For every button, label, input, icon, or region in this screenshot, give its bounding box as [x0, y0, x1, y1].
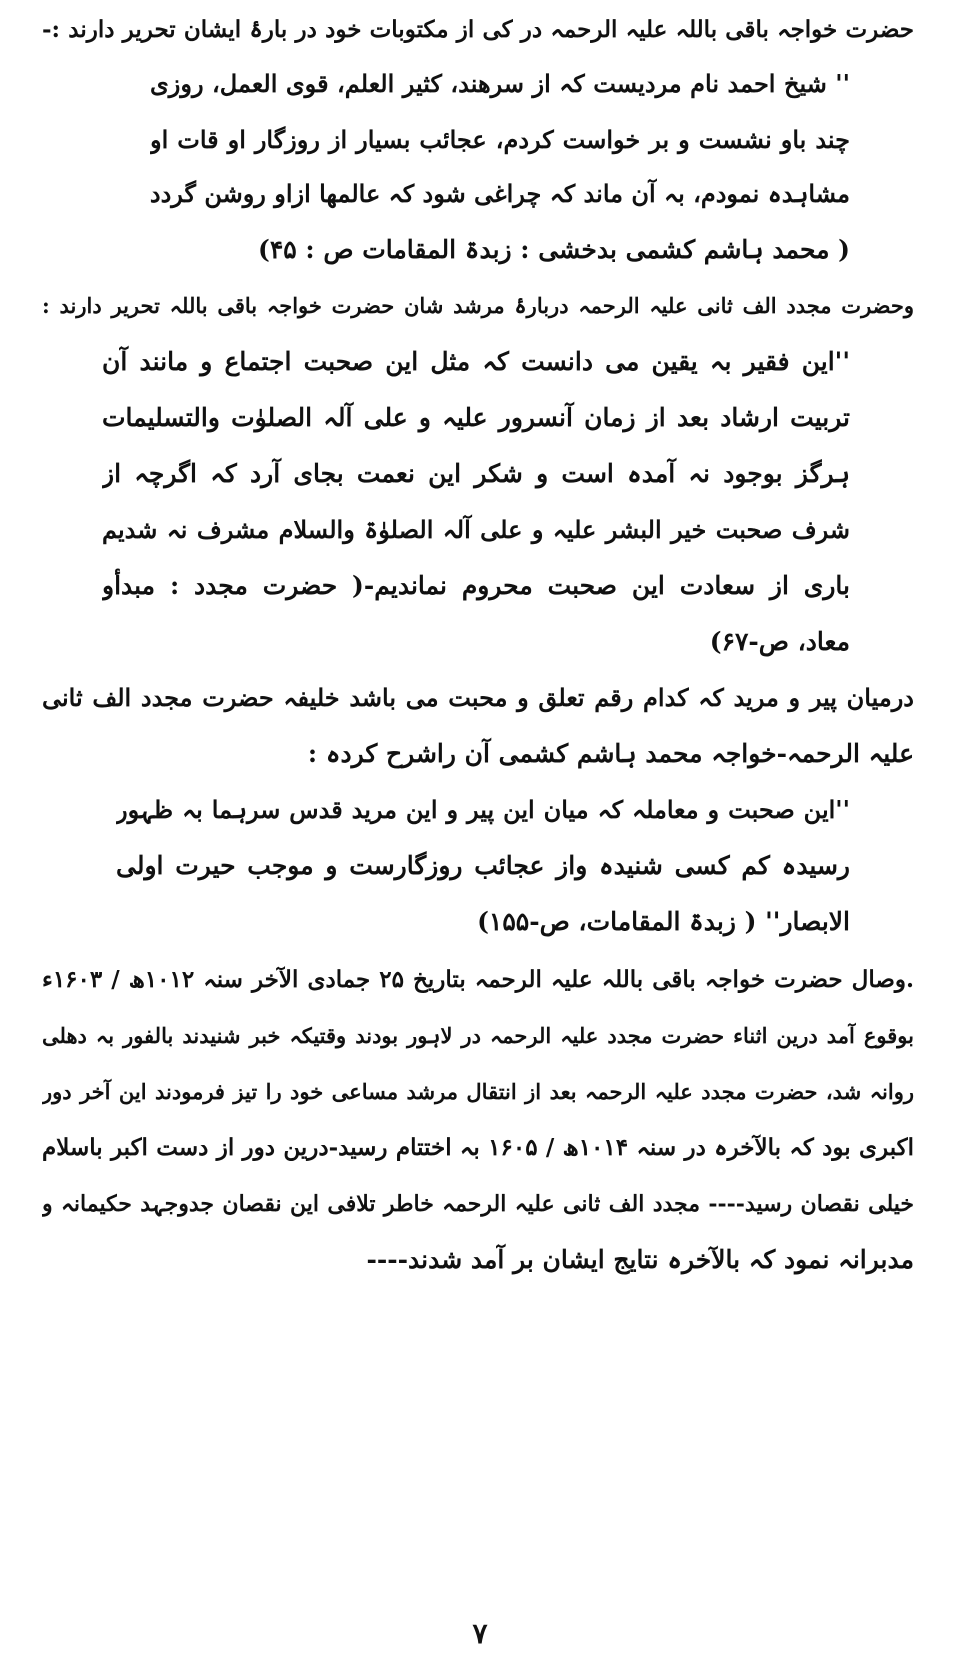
page-number: ۷ [472, 1617, 488, 1650]
quote-line: ہرگز بوجود نہ آمدہ است و شکر این نعمت بجای آرد کہ اگرچہ از [102, 459, 850, 488]
quote-line: '' شیخ احمد نام مردیست کہ از سرھند، کثیر العلم، قوی العمل، روزی [150, 69, 850, 98]
text-line: روانہ شد، حضرت مجدد علیہ الرحمہ بعد از انتقال مرشد مساعی خود را تیز فرمودند این آخر دور [42, 1079, 914, 1104]
quote-line: رسیدہ کم کسی شنیدہ واز عجائب روزگارست و موجب حیرت اولی [116, 851, 850, 880]
quote-line: شرف صحبت خیر البشر علیہ و علی آلہ الصلوٰۃ والسلام مشرف نہ شدیم [102, 515, 850, 544]
text-line: علیہ الرحمہ-خواجہ محمد ہاشم کشمی آن راشرح کردہ : [307, 739, 914, 768]
citation-line: معاد، ص-۶۷) [709, 627, 850, 656]
quote-line: مشاہدہ نمودم، بہ آن ماند کہ چراغی شود کہ عالمھا ازاو روشن گردد [150, 179, 850, 208]
citation-line: ( محمد ہاشم کشمی بدخشی : زبدۃ المقامات ص : ۴۵) [258, 235, 850, 264]
text-line: .وصال حضرت خواجہ باقی باللہ علیہ الرحمہ بتاریخ ۲۵ جمادی الآخر سنہ ۱۰۱۲ھ / ۱۶۰۳ء [42, 966, 914, 993]
text-line: درمیان پیر و مرید کہ کدام رقم تعلق و محبت می باشد خلیفہ حضرت مجدد الف ثانی [42, 683, 914, 712]
quote-line: ''این فقیر بہ یقین می دانست کہ مثل این صحبت اجتماع و مانند آن [102, 347, 850, 376]
quote-line: تربیت ارشاد بعد از زمان آنسرور علیہ و علی آلہ الصلوٰت والتسلیمات [102, 403, 850, 432]
quote-line: ''این صحبت و معاملہ کہ میان این پیر و این مرید قدس سرہما بہ ظہور [116, 795, 850, 824]
quote-line: باری از سعادت این صحبت محروم نماندیم-( حضرت مجدد : مبدأو [102, 571, 850, 600]
text-line: حضرت خواجہ باقی باللہ علیہ الرحمہ در کی از مکتوبات خود در بارۂ ایشان تحریر دارند :- [42, 16, 914, 43]
citation-line: الابصار'' ( زبدۃ المقامات، ص-۱۵۵) [477, 907, 850, 936]
text-line: اکبری بود کہ بالآخرہ در سنہ ۱۰۱۴ھ / ۱۶۰۵ بہ اختتام رسید-درین دور از دست اکبر باسلام [42, 1134, 914, 1161]
text-line: مدبرانہ نمود کہ بالآخرہ نتایج ایشان بر آمد شدند---- [366, 1245, 914, 1274]
text-line: خیلی نقصان رسید---- مجدد الف ثانی علیہ الرحمہ خاطر تلافی این نقصان جدوجہد حکیمانہ و [42, 1191, 914, 1217]
quote-line: چند باو نشست و بر خواست کردم، عجائب بسیار از روزگار او قات او [150, 125, 850, 154]
text-line: بوقوع آمد درین اثناء حضرت مجدد علیہ الرحمہ در لاہور بودند وقتیکہ خبر شنیدند بالفور بہ دھلی [42, 1023, 914, 1048]
text-line: وحضرت مجدد الف ثانی علیہ الرحمہ دربارۂ مرشد شان حضرت خواجہ باقی باللہ تحریر دارند : [42, 293, 914, 318]
